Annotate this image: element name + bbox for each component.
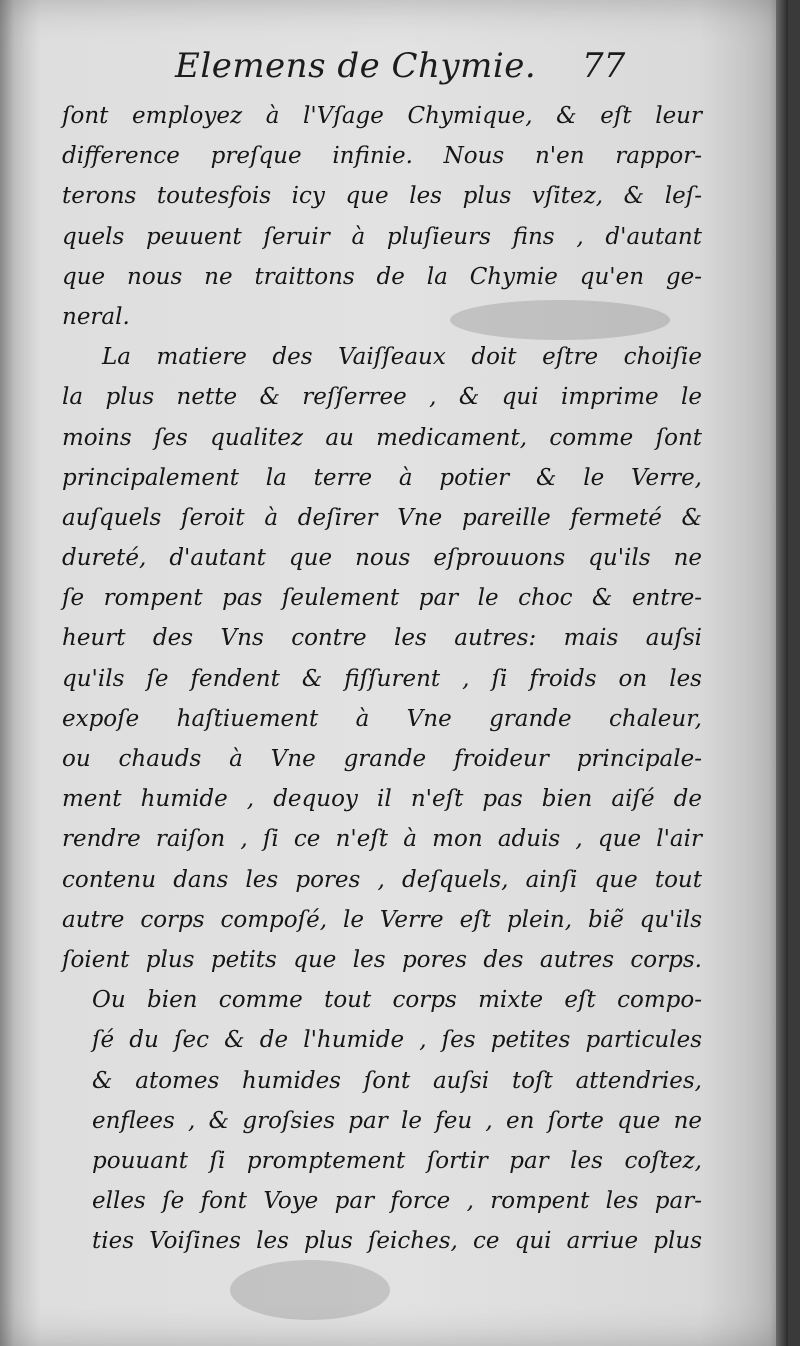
text-line: ties Voiſines les plus ſeiches, ce qui arriue plus: [92, 1228, 702, 1255]
text-line: dureté, d'autant que nous eſprouuons qu'ils ne: [62, 545, 702, 572]
text-line: ſe rompent pas ſeulement par le choc & entre-: [62, 585, 702, 612]
text-line: rendre raiſon , ſi ce n'eſt à mon aduis , que l'air: [62, 826, 702, 853]
text-line: terons toutesfois icy que les plus vſitez, & leſ-: [62, 183, 702, 210]
text-line: ment humide , dequoy il n'eſt pas bien aiſé de: [62, 786, 702, 813]
text-line: ſoient plus petits que les pores des autres corps.: [62, 946, 702, 973]
text-line: ou chauds à Vne grande froideur principale-: [62, 746, 702, 772]
text-line: quels peuuent ſeruir à pluſieurs fins , d'autant: [62, 223, 702, 250]
text-line: Ou bien comme tout corps mixte eſt compo-: [92, 987, 702, 1014]
text-line: contenu dans les pores , deſquels, ainſi que tout: [62, 866, 702, 893]
text-line: qu'ils ſe fendent & fiſſurent , ſi froids on les: [62, 665, 702, 692]
page-header: [60, 38, 700, 88]
text-line: autre corps compoſé, le Verre eſt plein, biẽ qu'ils: [62, 906, 702, 933]
text-line: ſé du ſec & de l'humide , ſes petites particules: [92, 1027, 702, 1054]
text-line: elles ſe font Voye par force , rompent les par-: [92, 1188, 702, 1215]
text-line: enflees , & groſsies par le feu , en ſorte que ne: [92, 1107, 702, 1134]
text-line: neral.: [62, 303, 130, 330]
text-line: la plus nette & reſſerree , & qui imprime le: [62, 384, 702, 411]
text-line: expoſe haſtiuement à Vne grande chaleur,: [62, 705, 702, 732]
ink-blot: [230, 1260, 390, 1320]
text-line: & atomes humides ſont auſsi toſt attendries,: [92, 1067, 702, 1094]
text-line: moins ſes qualitez au medicament, comme ſont: [62, 424, 702, 451]
running-title: Elemens de Chymie.: [175, 46, 537, 86]
text-line: principalement la terre à potier & le Verre,: [62, 464, 702, 491]
text-line: difference preſque infinie. Nous n'en rappor-: [62, 143, 702, 170]
page-edge: [776, 0, 788, 1346]
text-line: pouuant ſi promptement ſortir par les coſtez,: [92, 1147, 702, 1174]
text-line: que nous ne traittons de la Chymie qu'en ge-: [62, 263, 702, 290]
text-line: La matiere des Vaiſſeaux doit eſtre choiſie: [102, 344, 702, 371]
page-number: 77: [582, 46, 626, 86]
text-line: heurt des Vns contre les autres: mais auſsi: [62, 625, 702, 652]
text-line: auſquels ſeroit à deſirer Vne pareille fermeté &: [62, 504, 702, 531]
body-text: [62, 96, 702, 1261]
text-line: ſont employez à l'Vſage Chymique, & eſt leur: [62, 103, 702, 129]
